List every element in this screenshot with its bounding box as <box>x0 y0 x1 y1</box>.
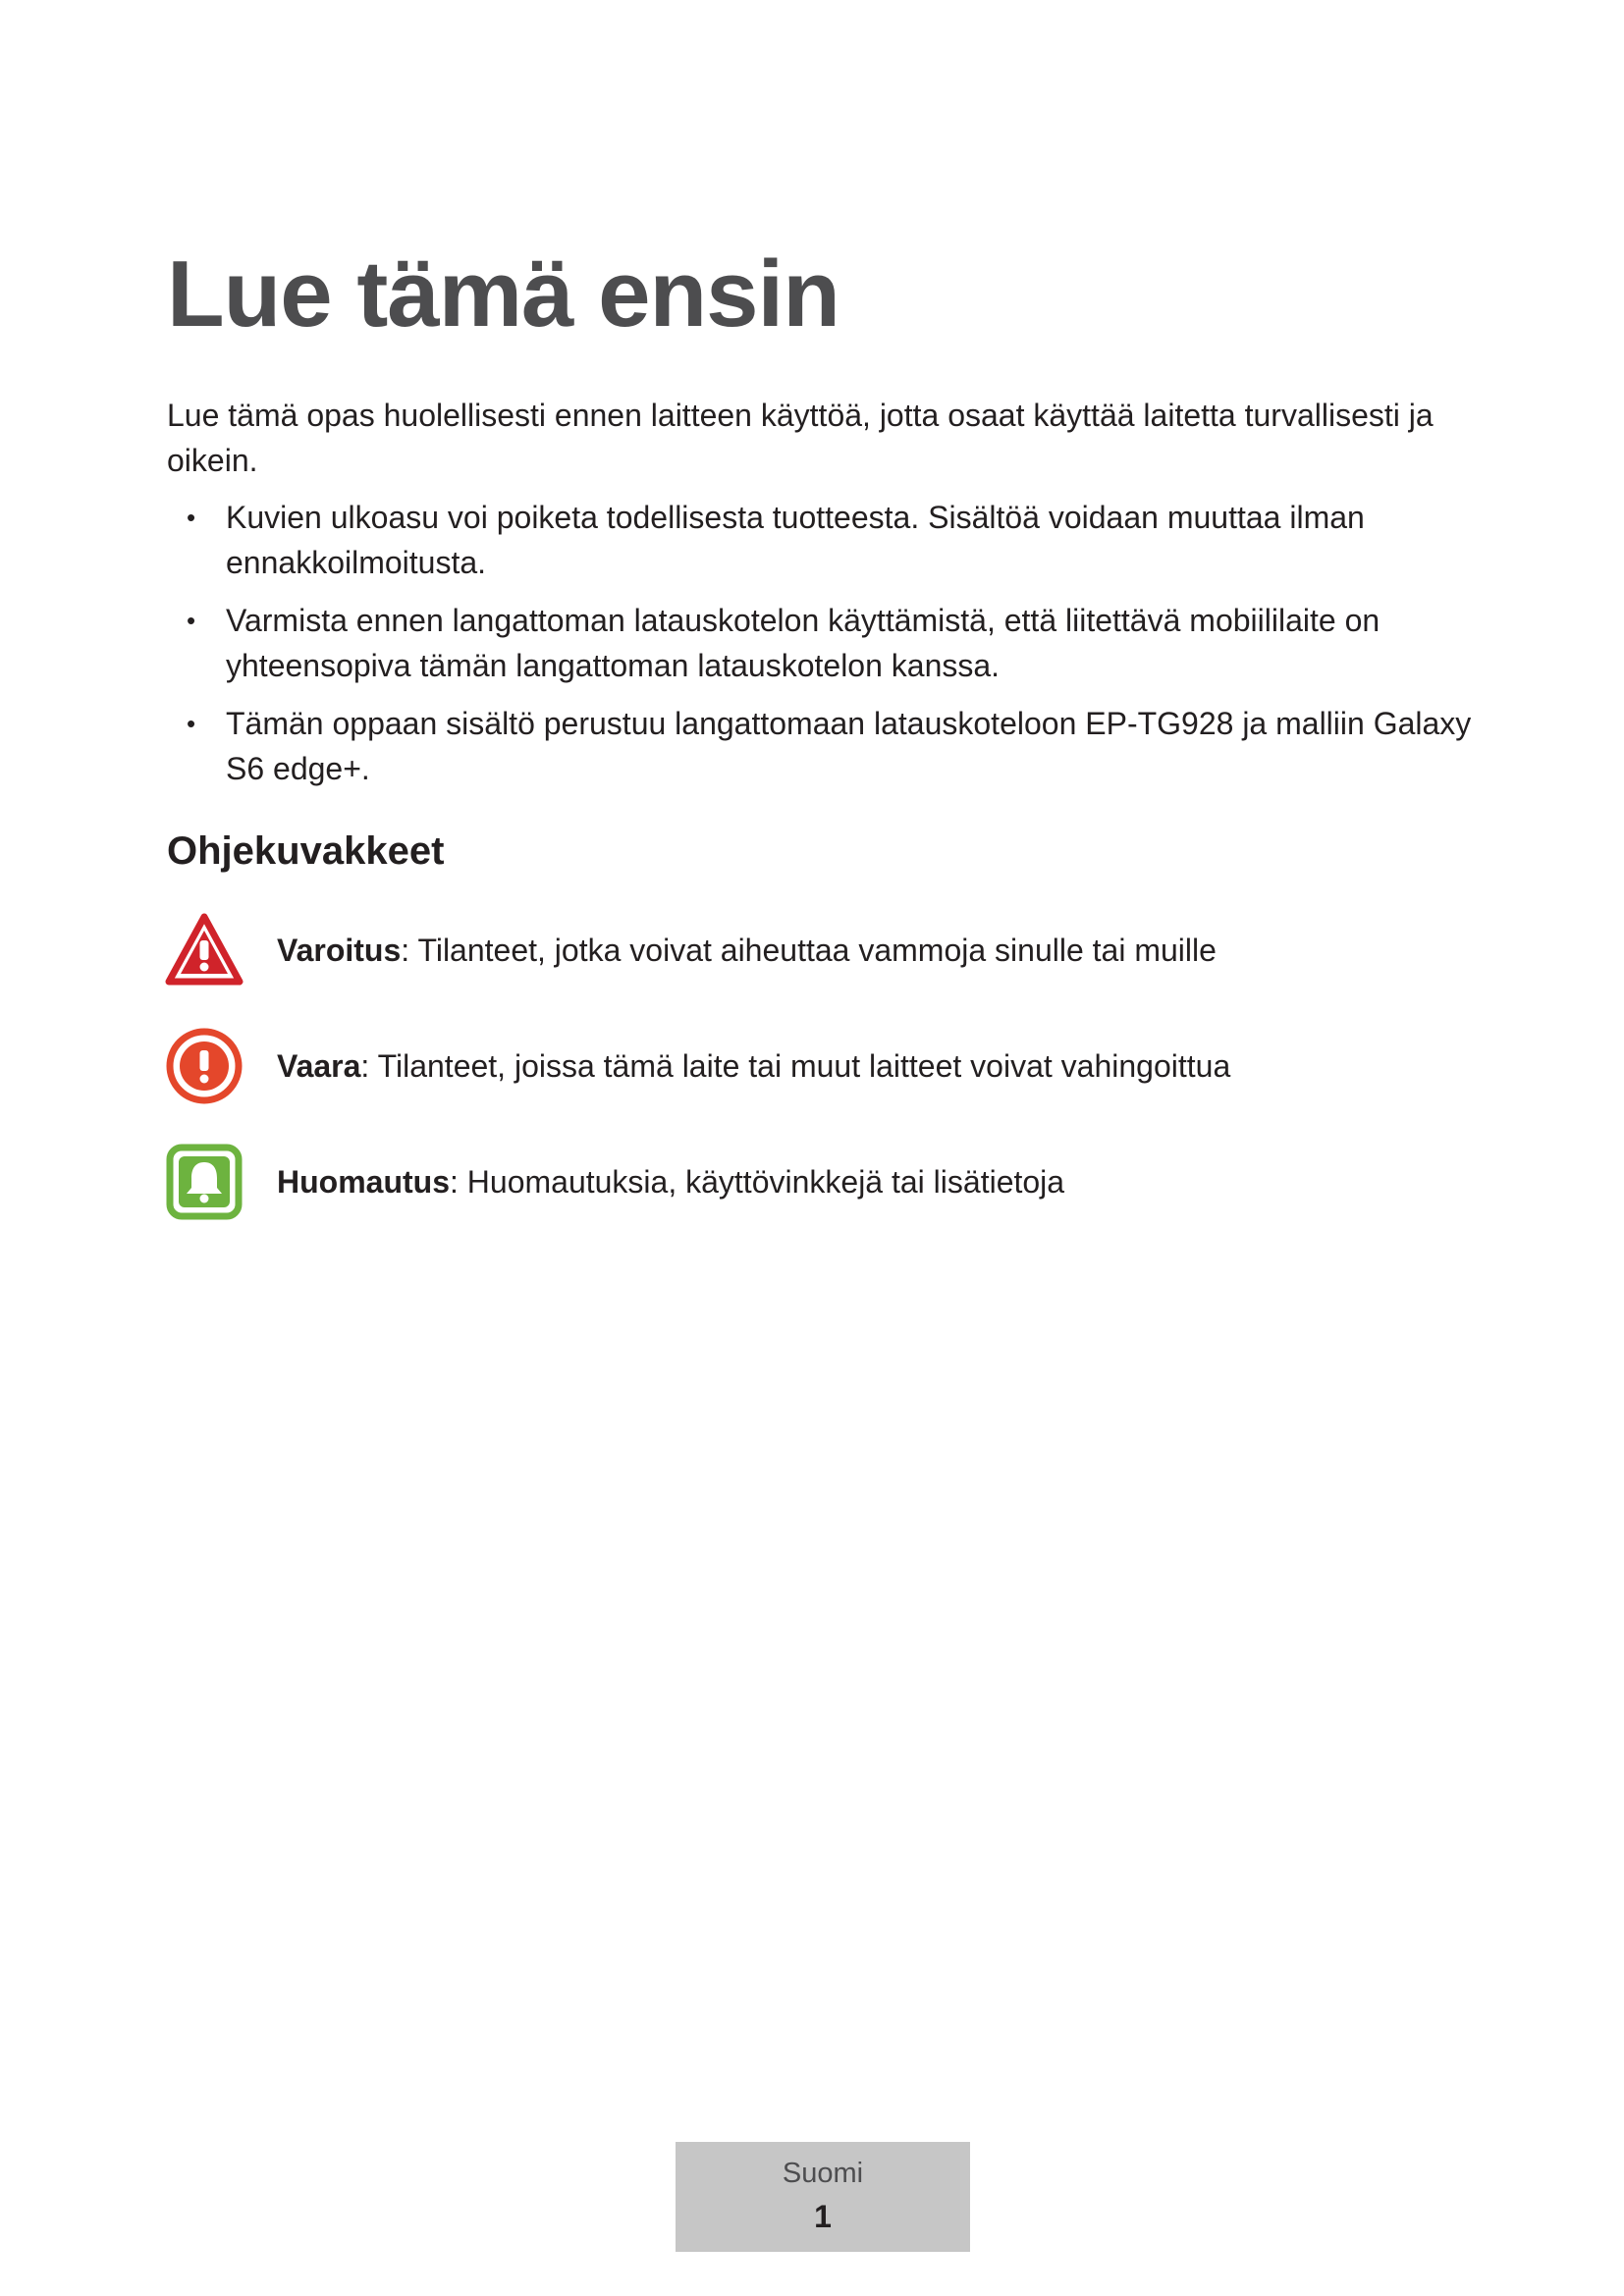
list-item <box>167 701 1473 791</box>
bullet-marker: • <box>187 606 196 635</box>
legend-term: Vaara <box>277 1048 361 1084</box>
legend-description: Tilanteet, jotka voivat aiheuttaa vammoja sinulle tai muille <box>417 933 1217 968</box>
page-number: 1 <box>814 2199 832 2234</box>
bullet-list <box>167 495 1473 804</box>
list-item-text: Kuvien ulkoasu voi poiketa todellisesta tuotteesta. Sisältöä voidaan muuttaa ilman ennakkoilmoitusta. <box>226 500 1365 580</box>
legend-row-caution <box>165 1027 1461 1105</box>
legend-row-warning <box>165 911 1461 989</box>
legend-term: Huomautus <box>277 1164 450 1200</box>
caution-circle-icon <box>165 1027 244 1105</box>
bullet-marker: • <box>187 503 196 532</box>
footer-language: Suomi <box>782 2158 864 2189</box>
list-item-text: Varmista ennen langattoman latauskotelon käyttämistä, että liitettävä mobiililaite on yhteensopiva tämän langattoman latauskotelon kanssa. <box>226 603 1380 683</box>
list-item-text: Tämän oppaan sisältö perustuu langattomaan latauskoteloon EP-TG928 ja malliin Galaxy S6 edge+. <box>226 706 1472 786</box>
page-footer <box>676 2142 970 2252</box>
legend-row-note <box>165 1143 1461 1221</box>
note-bell-icon <box>165 1143 244 1221</box>
section-heading: Ohjekuvakkeet <box>167 829 445 873</box>
legend-description: Huomautuksia, käyttövinkkejä tai lisätietoja <box>466 1164 1065 1200</box>
list-item <box>167 598 1473 688</box>
intro-paragraph: Lue tämä opas huolellisesti ennen laitteen käyttöä, jotta osaat käyttää laitetta turvallisesti ja oikein. <box>167 398 1434 478</box>
page-title: Lue tämä ensin <box>167 241 839 347</box>
list-item <box>167 495 1473 585</box>
legend-separator: : <box>360 1048 378 1084</box>
warning-triangle-icon <box>165 911 244 989</box>
legend-text <box>277 1046 1230 1086</box>
legend-term: Varoitus <box>277 933 402 968</box>
legend-text <box>277 931 1217 970</box>
legend-description: Tilanteet, joissa tämä laite tai muut laitteet voivat vahingoittua <box>377 1048 1231 1084</box>
legend-separator: : <box>450 1164 467 1200</box>
legend-separator: : <box>401 933 418 968</box>
bullet-marker: • <box>187 709 196 738</box>
legend-text <box>277 1162 1064 1201</box>
